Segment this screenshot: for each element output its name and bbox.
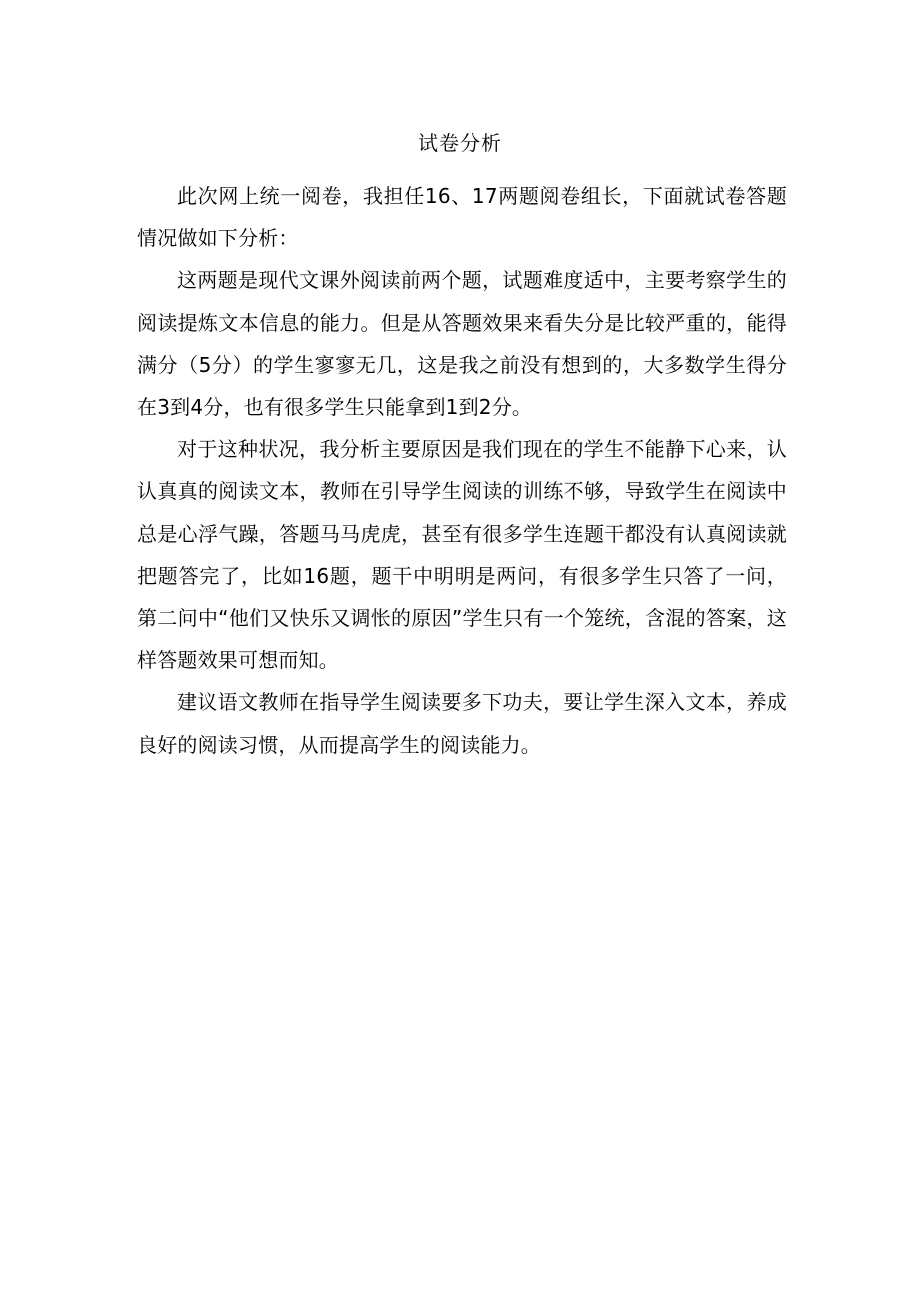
document-title: 试卷分析 [418,131,502,155]
paragraph-causes: 对于这种状况，我分析主要原因是我们现在的学生不能静下心来，认认真真的阅读文本，教师在引导学生阅读的训练不够，导致学生在阅读中总是心浮气躁，答题马马虎虎，甚至有很多学生连题干都没有认真阅读就把题答完了，比如16题，题干中明明是两问，有很多学生只答了一问，第二问中“他们又快乐又调怅的原因”学生只有一个笼统，含混的答案，这样答题效果可想而知。 [137,437,787,673]
paragraph-analysis: 这两题是现代文课外阅读前两个题，试题难度适中，主要考察学生的阅读提炼文本信息的能力。但是从答题效果来看失分是比较严重的，能得满分（5分）的学生寥寥无几，这是我之前没有想到的，大多数学生得分在3到4分，也有很多学生只能拿到1到2分。 [137,268,787,420]
paragraph-suggestion: 建议语文教师在指导学生阅读要多下功夫，要让学生深入文本，养成良好的阅读习惯，从而提高学生的阅读能力。 [137,690,787,757]
document-body [137,175,787,766]
paragraph-intro: 此次网上统一阅卷，我担任16、17两题阅卷组长，下面就试卷答题情况做如下分析： [137,184,787,251]
